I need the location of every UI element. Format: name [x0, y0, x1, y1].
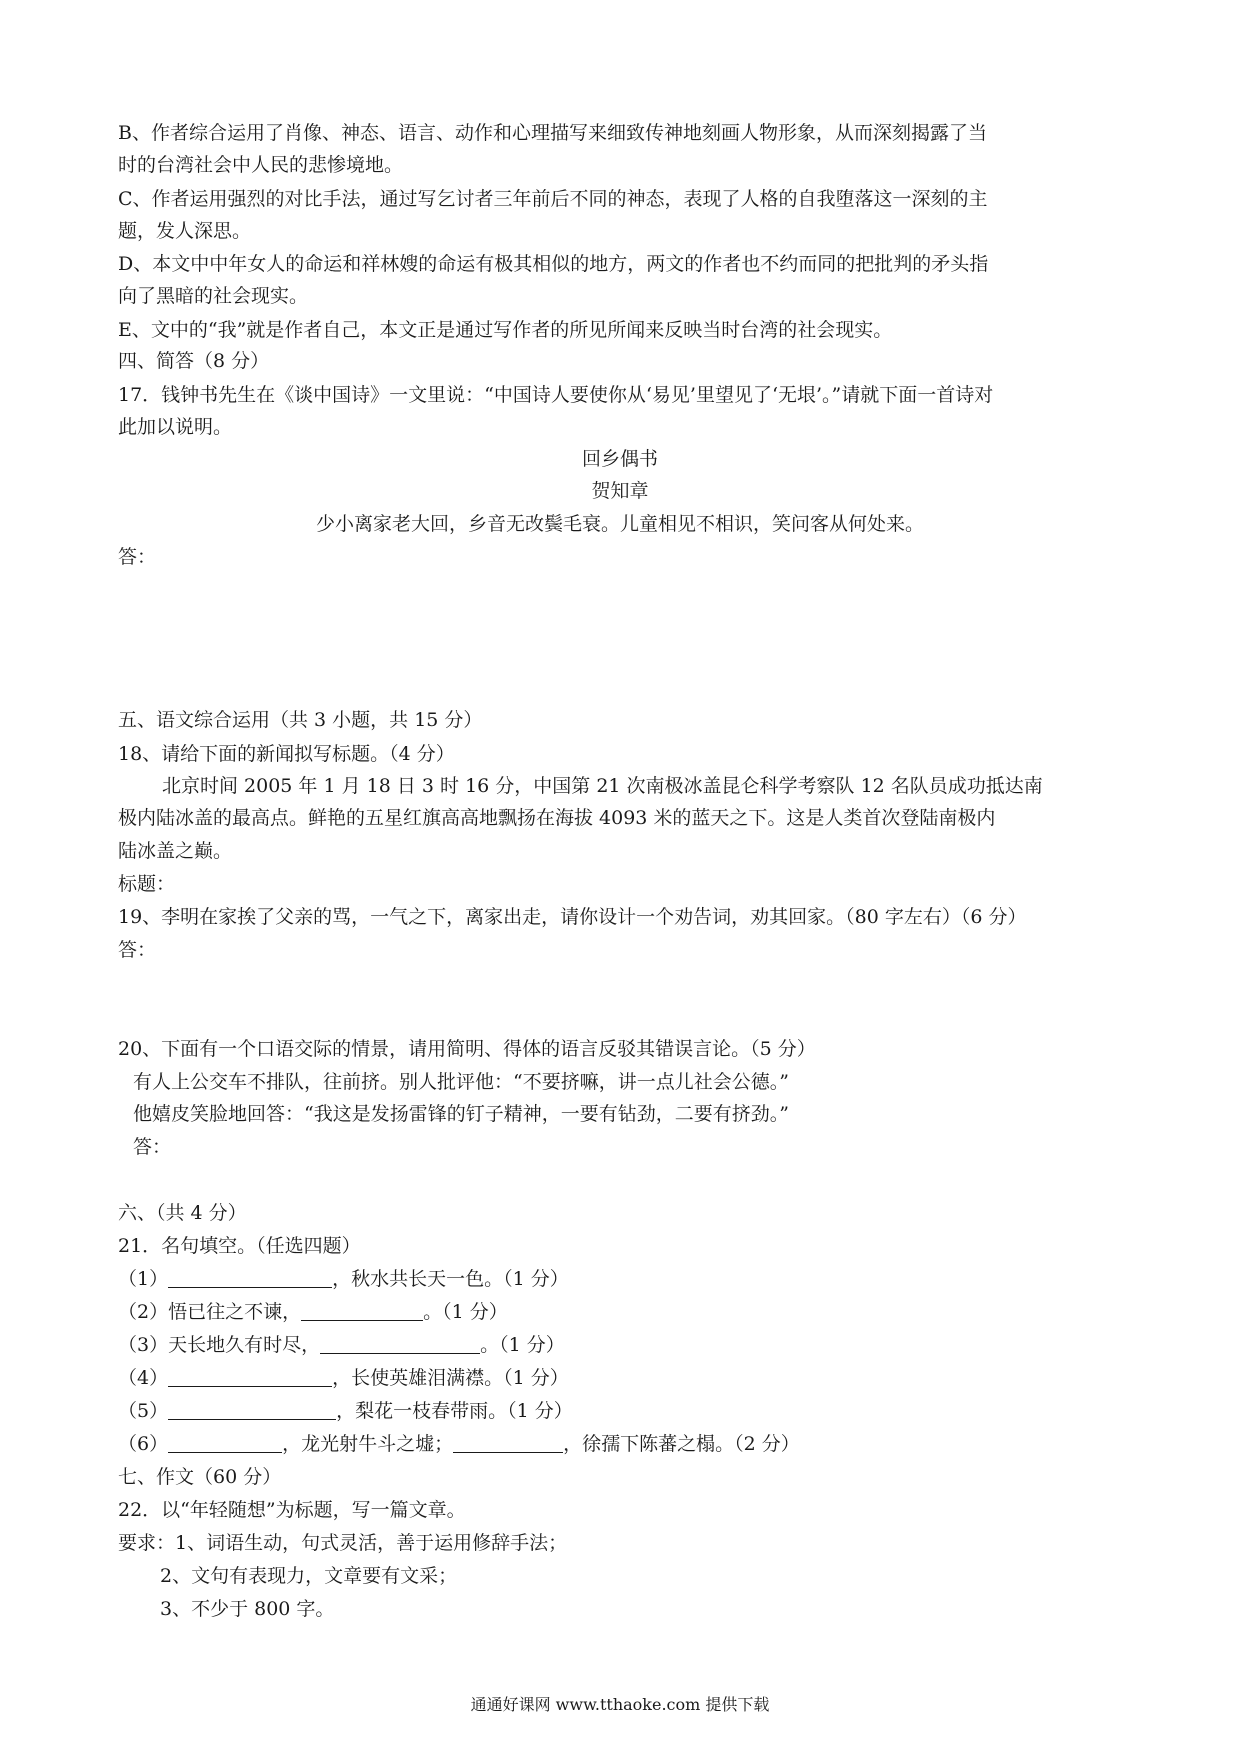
q17-line2: 此加以说明。	[118, 416, 233, 438]
requirement-1: 要求：1、词语生动，句式灵活，善于运用修辞手法；	[118, 1532, 568, 1554]
fill-item-4	[118, 1363, 569, 1393]
item-text: ，秋水共长天一色。（1 分）	[332, 1268, 569, 1290]
q20: 20、下面有一个口语交际的情景，请用简明、得体的语言反驳其错误言论。（5 分）	[118, 1038, 816, 1060]
section4-heading: 四、简答（8 分）	[118, 350, 270, 372]
item-number: （2）	[118, 1301, 169, 1323]
option-d-line1: D、本文中中年女人的命运和祥林嫂的命运有极其相似的地方，两文的作者也不约而同的把批判的矛头指	[118, 253, 989, 275]
answer-blank[interactable]	[453, 1432, 563, 1453]
q20-scene-line1: 有人上公交车不排队，往前挤。别人批评他：“不要挤嘛，讲一点儿社会公德。”	[133, 1071, 789, 1093]
fill-item-1	[118, 1264, 569, 1294]
poem-text: 少小离家老大回，乡音无改鬓毛衰。儿童相见不相识，笑问客从何处来。	[315, 513, 924, 535]
item-text: 天长地久有时尽，	[168, 1334, 321, 1356]
poem-author: 贺知章	[591, 480, 649, 502]
item-text: 。（1 分）	[423, 1301, 508, 1323]
answer-blank[interactable]	[168, 1366, 332, 1387]
option-b-line1: B、作者综合运用了肖像、神态、语言、动作和心理描写来细致传神地刻画人物形象，从而深刻揭露了当	[118, 122, 987, 144]
news-line3: 陆冰盖之巅。	[118, 840, 233, 862]
item-number: （3）	[118, 1334, 169, 1356]
footer-source: 通通好课网 www.tthaoke.com 提供下载	[470, 1695, 770, 1714]
fill-item-6	[118, 1429, 800, 1459]
item-number: （1）	[118, 1268, 169, 1290]
q22: 22．以“年轻随想”为标题，写一篇文章。	[118, 1499, 466, 1521]
news-line1: 北京时间 2005 年 1 月 18 日 3 时 16 分，中国第 21 次南极冰盖昆仑科学考察队 12 名队员成功抵达南	[162, 775, 1043, 797]
item-text: ，梨花一枝春带雨。（1 分）	[336, 1400, 573, 1422]
answer-blank[interactable]	[320, 1333, 480, 1354]
answer-blank[interactable]	[168, 1432, 282, 1453]
item-number: （5）	[118, 1400, 169, 1422]
option-c-line2: 题，发人深思。	[118, 220, 252, 242]
item-text: ，龙光射牛斗之墟；	[282, 1433, 454, 1455]
item-text: 悟已往之不谏，	[168, 1301, 302, 1323]
q20-answer-label: 答：	[133, 1136, 172, 1158]
q17-line1: 17．钱钟书先生在《谈中国诗》一文里说：“中国诗人要使你从‘易见’里望见了‘无垠’。”请就下面一首诗对	[118, 384, 994, 406]
news-line2: 极内陆冰盖的最高点。鲜艳的五星红旗高高地飘扬在海拔 4093 米的蓝天之下。这是人类首次登陆南极内	[118, 807, 996, 829]
item-text: 。（1 分）	[480, 1334, 565, 1356]
option-d-line2: 向了黑暗的社会现实。	[118, 285, 309, 307]
fill-item-5	[118, 1396, 573, 1426]
option-e: E、文中的“我”就是作者自己，本文正是通过写作者的所见所闻来反映当时台湾的社会现实。	[118, 319, 893, 341]
q19: 19、李明在家挨了父亲的骂，一气之下，离家出走，请你设计一个劝告词，劝其回家。（80 字左右）（6 分）	[118, 906, 1027, 928]
option-b-line2: 时的台湾社会中人民的悲惨境地。	[118, 154, 404, 176]
section5-heading: 五、语文综合运用（共 3 小题，共 15 分）	[118, 709, 483, 731]
answer-blank[interactable]	[168, 1267, 332, 1288]
q21: 21．名句填空。（任选四题）	[118, 1235, 361, 1257]
item-number: （6）	[118, 1433, 169, 1455]
poem-title: 回乡偶书	[581, 448, 658, 470]
q18: 18、请给下面的新闻拟写标题。（4 分）	[118, 743, 455, 765]
item-text: ，徐孺下陈蕃之榻。（2 分）	[563, 1433, 800, 1455]
fill-item-3	[118, 1330, 565, 1360]
title-label: 标题：	[118, 873, 176, 895]
q20-scene-line2: 他嬉皮笑脸地回答：“我这是发扬雷锋的钉子精神，一要有钻劲，二要有挤劲。”	[133, 1103, 789, 1125]
q17-answer-label: 答：	[118, 546, 157, 568]
option-c-line1: C、作者运用强烈的对比手法，通过写乞讨者三年前后不同的神态，表现了人格的自我堕落这一深刻的主	[118, 188, 988, 210]
section6-heading: 六、（共 4 分）	[118, 1202, 247, 1224]
item-number: （4）	[118, 1367, 169, 1389]
requirement-2: 2、文句有表现力，文章要有文采；	[160, 1565, 458, 1587]
answer-blank[interactable]	[301, 1300, 423, 1321]
q19-answer-label: 答：	[118, 939, 157, 961]
fill-item-2	[118, 1297, 508, 1327]
requirement-3: 3、不少于 800 字。	[160, 1598, 335, 1620]
answer-blank[interactable]	[168, 1399, 336, 1420]
section7-heading: 七、作文（60 分）	[118, 1466, 282, 1488]
item-text: ，长使英雄泪满襟。（1 分）	[332, 1367, 569, 1389]
